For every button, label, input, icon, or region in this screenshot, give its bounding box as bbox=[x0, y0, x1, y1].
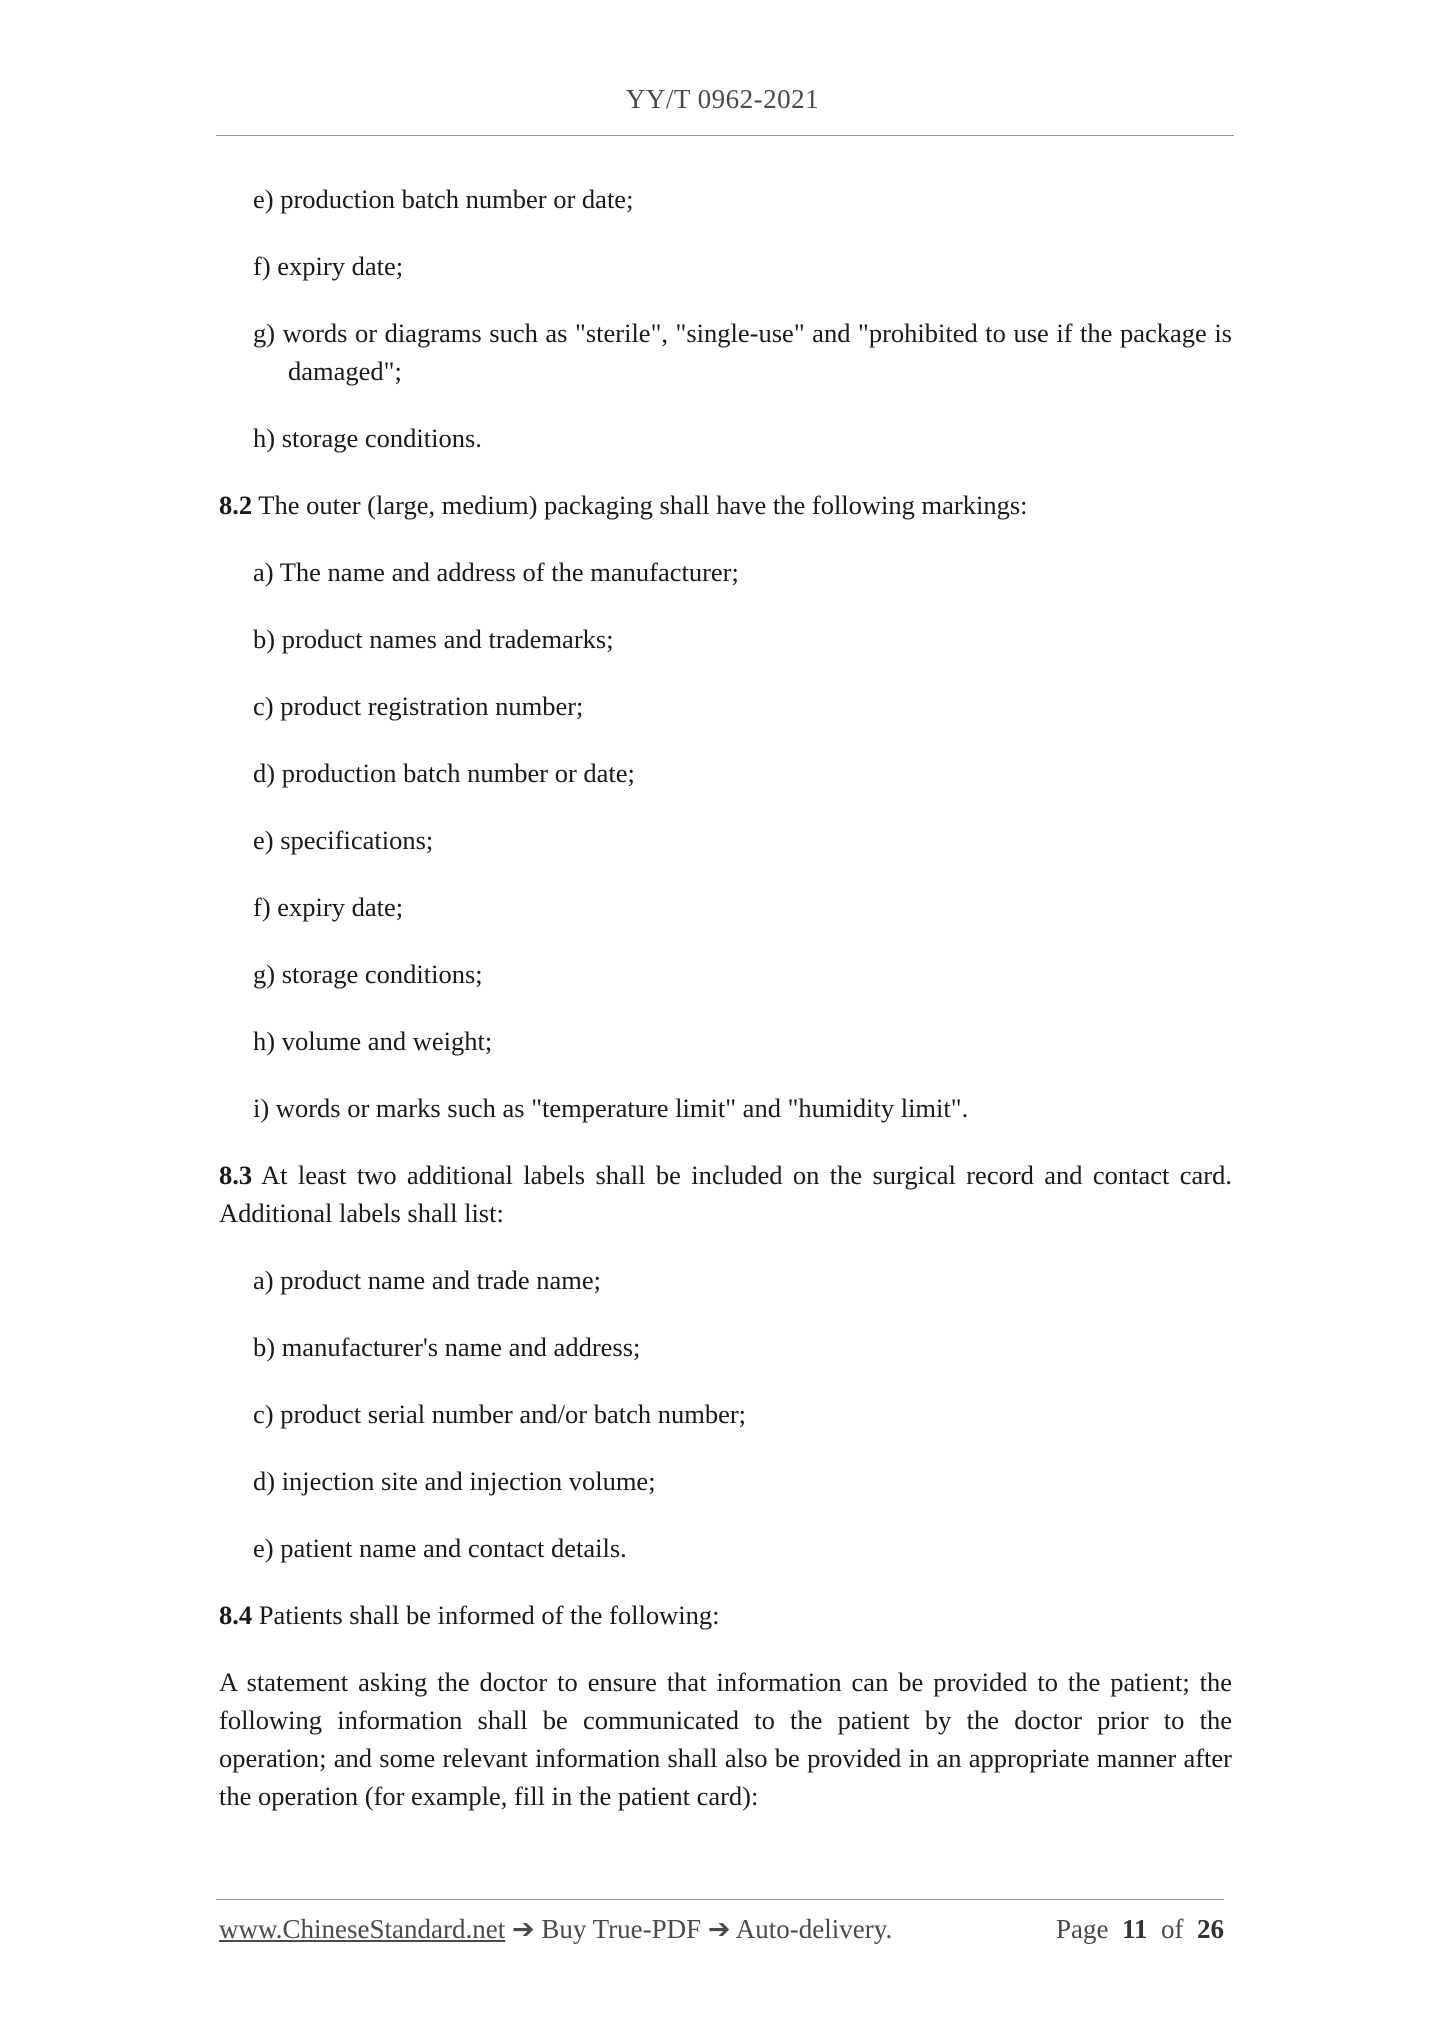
list-item: g) words or diagrams such as "sterile", "single-use" and "prohibited to use if the package is damaged"; bbox=[253, 318, 1232, 386]
header-divider bbox=[216, 135, 1234, 136]
list-item: f) expiry date; bbox=[253, 892, 404, 922]
clause-8-2 bbox=[219, 486, 1232, 524]
list-item: e) patient name and contact details. bbox=[253, 1533, 627, 1563]
clause-text: Patients shall be informed of the following: bbox=[252, 1600, 720, 1630]
buy-text: Buy True-PDF bbox=[541, 1914, 702, 1944]
list-item: e) production batch number or date; bbox=[253, 184, 634, 214]
list-item: b) product names and trademarks; bbox=[253, 624, 614, 654]
footer-divider bbox=[216, 1899, 1224, 1900]
page-content bbox=[219, 180, 1232, 1844]
list-item: c) product serial number and/or batch number; bbox=[253, 1399, 747, 1429]
footer-promo bbox=[219, 1914, 892, 1945]
list-item: i) words or marks such as "temperature limit" and "humidity limit". bbox=[253, 1093, 969, 1123]
clause-8-4 bbox=[219, 1596, 1232, 1634]
document-id-header: YY/T 0962-2021 bbox=[625, 84, 820, 114]
list-item: h) volume and weight; bbox=[253, 1026, 493, 1056]
page-number: 11 bbox=[1121, 1914, 1148, 1944]
clause-text: At least two additional labels shall be included on the surgical record and contact card. Additional labels shall list: bbox=[219, 1160, 1232, 1228]
list-item: d) injection site and injection volume; bbox=[253, 1466, 656, 1496]
list-item: h) storage conditions. bbox=[253, 423, 482, 453]
list-item: c) product registration number; bbox=[253, 691, 584, 721]
arrow-icon: ➔ bbox=[511, 1914, 535, 1944]
delivery-text: Auto-delivery. bbox=[735, 1914, 893, 1944]
website-link[interactable]: www.ChineseStandard.net bbox=[219, 1914, 506, 1944]
paragraph: A statement asking the doctor to ensure that information can be provided to the patient; the following information shall be communicated to the patient by the doctor prior to the operation; and some relevant information shall also be provided in an appropriate manner after the operation (for example, fill in the patient card): bbox=[219, 1667, 1232, 1811]
clause-number: 8.3 bbox=[219, 1160, 253, 1190]
clause-8-3 bbox=[219, 1156, 1232, 1232]
list-item: f) expiry date; bbox=[253, 251, 404, 281]
list-item: g) storage conditions; bbox=[253, 959, 483, 989]
clause-text: The outer (large, medium) packaging shall have the following markings: bbox=[252, 490, 1028, 520]
list-item: a) product name and trade name; bbox=[253, 1265, 602, 1295]
page-footer bbox=[219, 1914, 1224, 1945]
list-item: d) production batch number or date; bbox=[253, 758, 635, 788]
list-item: e) specifications; bbox=[253, 825, 434, 855]
clause-number: 8.2 bbox=[219, 490, 253, 520]
list-item: a) The name and address of the manufacturer; bbox=[253, 557, 739, 587]
page-total: 26 bbox=[1197, 1914, 1224, 1944]
list-item: b) manufacturer's name and address; bbox=[253, 1332, 641, 1362]
clause-number: 8.4 bbox=[219, 1600, 253, 1630]
page-label: Page bbox=[1056, 1914, 1109, 1944]
of-label: of bbox=[1161, 1914, 1184, 1944]
arrow-icon: ➔ bbox=[707, 1914, 731, 1944]
page-indicator bbox=[1056, 1914, 1224, 1945]
